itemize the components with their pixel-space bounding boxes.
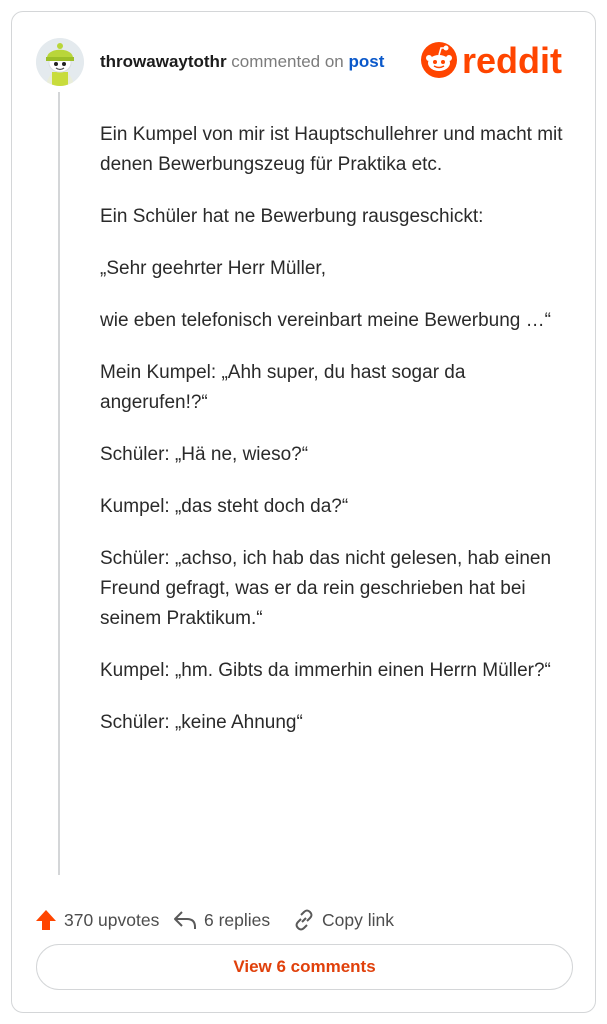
reddit-logo[interactable] xyxy=(420,40,576,80)
comment-body xyxy=(100,120,570,760)
replies-count: 6 replies xyxy=(204,909,271,930)
comment-card xyxy=(11,11,596,1013)
reply-arrow-icon xyxy=(172,908,198,932)
comment-meta xyxy=(100,52,384,72)
comment-paragraph: wie eben telefonisch vereinbart meine Bewerbung …“ xyxy=(100,310,551,331)
view-comments-button[interactable]: View 6 comments xyxy=(36,944,573,990)
username-link[interactable]: throwawaytothr xyxy=(100,52,227,71)
upvote-button[interactable] xyxy=(34,905,159,935)
comment-paragraph: Mein Kumpel: „Ahh super, du hast sogar da angerufen!?“ xyxy=(100,362,466,413)
comment-paragraph: „Sehr geehrter Herr Müller, xyxy=(100,258,326,279)
comment-paragraph: Kumpel: „hm. Gibts da immerhin einen Herrn Müller?“ xyxy=(100,660,551,681)
post-link[interactable]: post xyxy=(348,52,385,71)
comment-actions xyxy=(34,905,574,935)
link-chain-icon xyxy=(292,908,316,932)
snoo-avatar-icon xyxy=(36,38,84,86)
comment-paragraph: Schüler: „Hä ne, wieso?“ xyxy=(100,444,309,465)
comment-paragraph: Schüler: „achso, ich hab das nicht gelesen, hab einen Freund gefragt, was er da rein geschrieben hat bei seinem Praktikum.“ xyxy=(100,548,552,629)
replies-button[interactable] xyxy=(172,905,270,935)
comment-paragraph: Ein Kumpel von mir ist Hauptschullehrer und macht mit denen Bewerbungszeug für Praktika etc. xyxy=(100,124,563,175)
comment-header xyxy=(36,38,576,88)
upvote-arrow-icon xyxy=(34,908,58,932)
comment-paragraph: Schüler: „keine Ahnung“ xyxy=(100,712,303,733)
copy-link-button[interactable] xyxy=(292,905,394,935)
user-avatar[interactable] xyxy=(36,38,84,86)
upvote-count: 370 upvotes xyxy=(64,909,160,930)
reddit-snoo-icon xyxy=(421,42,457,78)
copy-link-label: Copy link xyxy=(322,909,394,930)
brand-wordmark: reddit xyxy=(462,40,563,80)
thread-line[interactable] xyxy=(58,92,60,875)
comment-paragraph: Kumpel: „das steht doch da?“ xyxy=(100,496,349,517)
meta-verb: commented on xyxy=(226,52,349,71)
comment-paragraph: Ein Schüler hat ne Bewerbung rausgeschickt: xyxy=(100,206,484,227)
